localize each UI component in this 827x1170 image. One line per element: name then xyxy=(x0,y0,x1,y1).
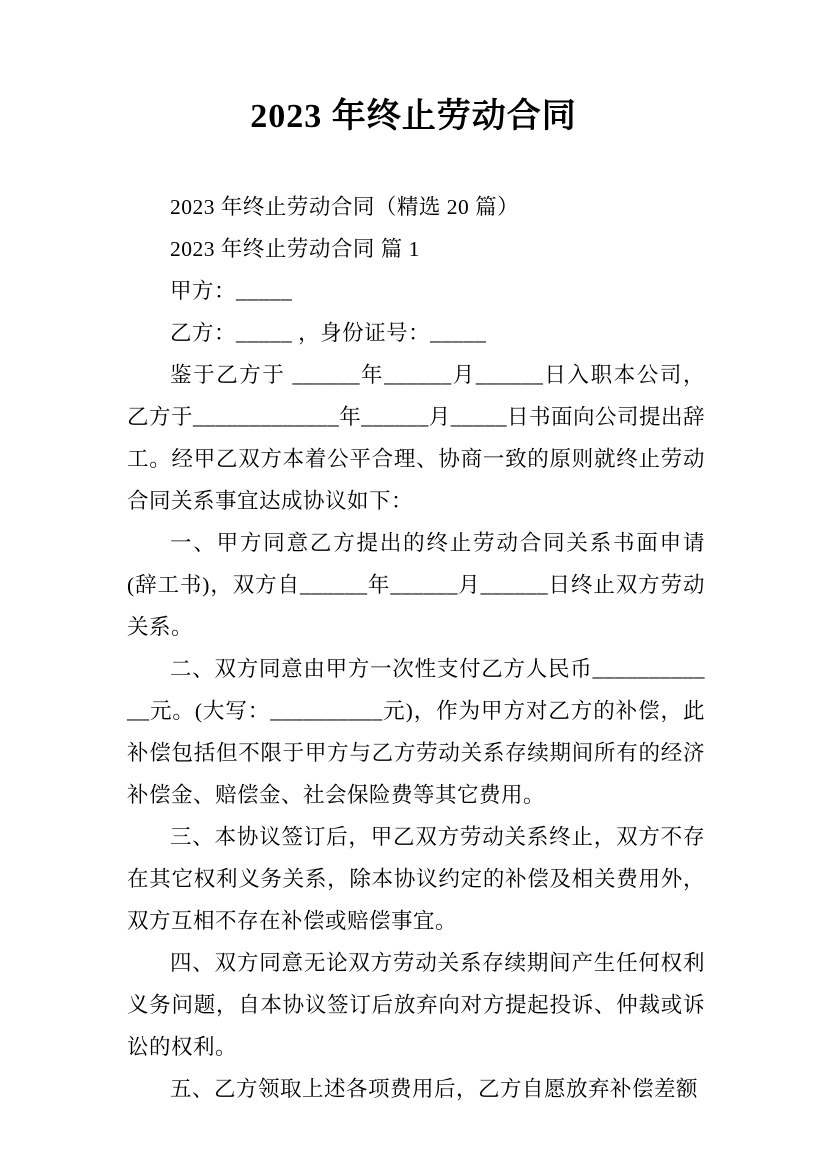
paragraph: 乙方：_____ ，身份证号：_____ xyxy=(170,320,487,345)
document-body xyxy=(127,186,705,1110)
paragraph: 2023 年终止劳动合同（精选 20 篇） xyxy=(170,194,520,219)
paragraph: 鉴于乙方于 ______年______月______日入职本公司，乙方于_____________年______月_____日书面向公司提出辞工。经甲乙双方本着公平合理、协商一致的原则就终止劳动合同关系事宜达成协议如下： xyxy=(127,362,706,513)
paragraph: 二、双方同意由甲方一次性支付乙方人民币____________元。(大写：__________元)，作为甲方对乙方的补偿，此补偿包括但不限于甲方与乙方劳动关系存续期间所有的经济补偿金、赔偿金、社会保险费等其它费用。 xyxy=(127,656,705,807)
paragraph: 一、甲方同意乙方提出的终止劳动合同关系书面申请(辞工书)，双方自______年______月______日终止双方劳动关系。 xyxy=(127,530,705,639)
paragraph: 四、双方同意无论双方劳动关系存续期间产生任何权利义务问题，自本协议签订后放弃向对方提起投诉、仲裁或诉讼的权利。 xyxy=(127,950,705,1059)
paragraph: 五、乙方领取上述各项费用后，乙方自愿放弃补偿差额 xyxy=(170,1076,699,1101)
paragraph: 甲方：_____ xyxy=(170,278,293,303)
paragraph: 2023 年终止劳动合同 篇 1 xyxy=(170,236,420,261)
paragraph: 三、本协议签订后，甲乙双方劳动关系终止，双方不存在其它权利义务关系，除本协议约定的补偿及相关费用外，双方互相不存在补偿或赔偿事宜。 xyxy=(127,824,705,933)
document-title: 2023 年终止劳动合同 xyxy=(250,98,577,135)
